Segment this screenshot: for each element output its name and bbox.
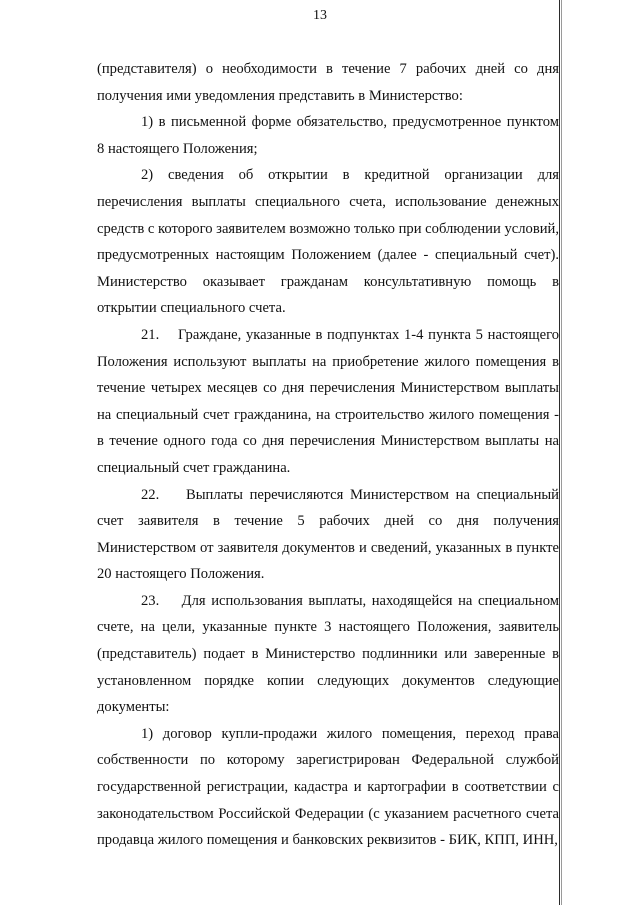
paragraph-clause-21: 21. Граждане, указанные в подпунктах 1-4 пункта 5 настоящего Положения используют выплаты на приобретение жилого помещения в течение четырех месяцев со дня перечисления Министерством выплаты на специальный счет гражданина, на строительство жилого помещения - в течение одного года со дня перечисления Министерством выплаты на специальный счет гражданина. xyxy=(97,326,559,476)
scan-edge-line xyxy=(559,0,560,905)
page-number: 13 xyxy=(313,8,327,23)
paragraph-subitem-1: 1) договор купли-продажи жилого помещения, переход права собственности по которому зарегистрирован Федеральной службой государственной регистрации, кадастра и картографии в соответствии с законодательством Российской Федерации (с указанием расчетного счета продавца жилого помещения и банковских реквизитов - БИК, КПП, ИНН, xyxy=(97,725,559,849)
paragraph-item-1: 1) в письменной форме обязательство, предусмотренное пунктом 8 настоящего Положения; xyxy=(97,114,559,157)
scan-edge-shadow xyxy=(561,0,562,905)
paragraph-continuation: (представителя) о необходимости в течение 7 рабочих дней со дня получения ими уведомления представить в Министерство: xyxy=(97,61,559,104)
paragraph-item-2: 2) сведения об открытии в кредитной организации для перечисления выплаты специального счета, использование денежных средств с которого заявителем возможно только при соблюдении условий, предусмотренных настоящим Положением (далее - специальный счет). Министерство оказывает гражданам консультативную помощь в открытии специального счета. xyxy=(97,167,559,317)
paragraph-clause-23: 23. Для использования выплаты, находящейся на специальном счете, на цели, указанные пункте 3 настоящего Положения, заявитель (представитель) подает в Министерство подлинники или заверенные в установленном порядке копии следующих документов следующие документы: xyxy=(97,592,559,716)
paragraph-clause-22: 22. Выплаты перечисляются Министерством на специальный счет заявителя в течение 5 рабочих дней со дня получения Министерством от заявителя документов и сведений, указанных в пункте 20 настоящего Положения. xyxy=(97,486,559,583)
document-body xyxy=(97,56,559,854)
